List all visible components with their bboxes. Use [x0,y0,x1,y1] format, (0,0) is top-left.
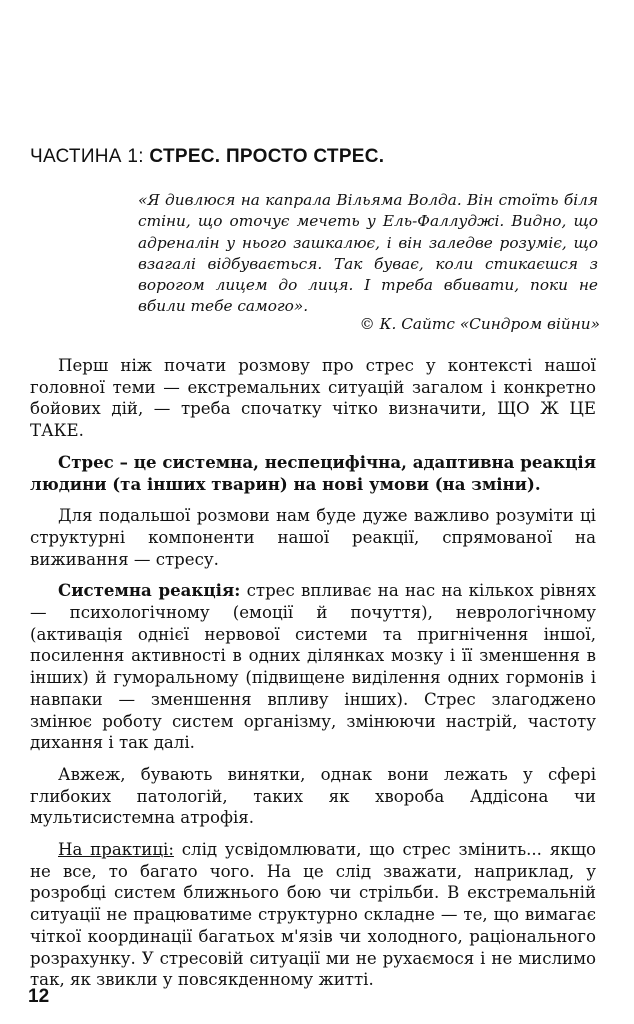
paragraph-intro: Перш ніж почати розмову про стрес у контексті нашої головної теми — екстремальних ситуацій загалом і конкретно бойових дій, — треба спочатку чітко визначити, ЩО Ж ЦЕ ТАКЕ. [30,356,596,441]
epigraph-quote: «Я дивлюся на капрала Вільяма Волда. Він стоїть біля стіни, що оточує мечеть у Ель-Фаллуджі. Видно, що адреналін у нього зашкалює, і він заледве розуміє, що взагалі відбувається. Так буває, коли стикаєшся з ворогом лицем до лиця. І треба вбивати, поки не вбили тебе самого». [138,191,598,316]
chapter-title: СТРЕС. ПРОСТО СТРЕС. [149,146,385,167]
practice-term: На практиці: [58,840,174,860]
page-number: 12 [28,986,50,1007]
paragraph-practice [30,839,596,991]
paragraph-components: Для подальшої розмови нам буде дуже важливо розуміти ці структурні компоненти нашої реакції, спрямованої на виживання — стресу. [30,506,596,569]
paragraph-systemic [30,580,596,754]
systemic-term: Системна реакція: [58,580,241,601]
part-label: ЧАСТИНА 1: [30,146,144,167]
paragraph-definition: Стрес – це системна, неспецифічна, адаптивна реакція людини (та інших тварин) на нові умови (на зміни). [30,451,596,494]
chapter-heading [30,146,384,168]
body-text [30,355,596,1001]
practice-text: слід усвідомлювати, що стрес змінить... якщо не все, то багато чого. На це слід зважати, наприклад, у розробці систем ближнього бою чи стрільби. В екстремальній ситуації не працюватиме структурно складне — те, що вимагає чіткої координації багатьох м'язів чи холодного, раціонального розрахунку. У стресовій ситуації ми не рухаємося і не мислимо так, як звикли у повсякденному житті. [30,840,596,990]
paragraph-exceptions: Авжеж, бувають винятки, однак вони лежать у сфері глибоких патологій, таких як хвороба Аддісона чи мультисистемна атрофія. [30,764,596,828]
epigraph-source: © К. Сайтс «Синдром війни» [359,315,600,333]
systemic-text: стрес впливає на нас на кількох рівнях — психологічному (емоції й почуття), неврологічному (активація однієї нервової системи та пригнічення іншої, посилення активності в одних ділянках мозку і її зменшення в інших) й гуморальному (підвищене виділення одних гормонів і навпаки — зменшення впливу інших). Стрес злагоджено змінює роботу систем організму, змінюючи настрій, частоту дихання і так далі. [30,581,597,753]
